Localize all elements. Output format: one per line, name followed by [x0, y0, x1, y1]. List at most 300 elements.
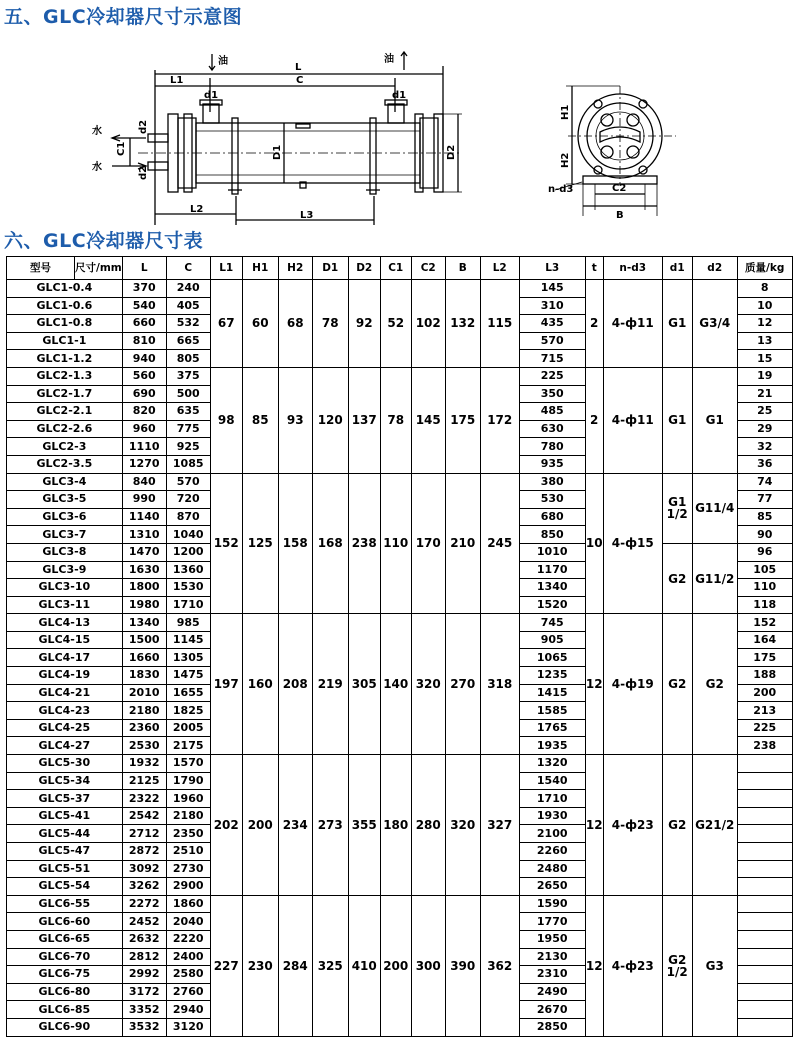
- mass-cell: 152: [737, 614, 792, 632]
- mass-cell: [737, 772, 792, 790]
- model-cell: GLC6-90: [7, 1018, 123, 1036]
- L1-cell: 67: [210, 280, 242, 368]
- dim-C: C: [296, 75, 304, 86]
- header-L3: L3: [519, 257, 585, 280]
- B-cell: 270: [445, 614, 480, 755]
- L3-cell: 905: [519, 631, 585, 649]
- mass-cell: 96: [737, 543, 792, 561]
- mass-cell: 225: [737, 719, 792, 737]
- table-row: [7, 755, 793, 773]
- L-cell: 810: [122, 332, 166, 350]
- header-H2: H2: [278, 257, 312, 280]
- L3-cell: 715: [519, 350, 585, 368]
- model-cell: GLC6-70: [7, 948, 123, 966]
- L3-cell: 1065: [519, 649, 585, 667]
- mass-cell: [737, 878, 792, 896]
- L3-cell: 1765: [519, 719, 585, 737]
- H2-cell: 158: [278, 473, 312, 614]
- C-cell: 2400: [166, 948, 210, 966]
- dim-H1: H1: [560, 104, 571, 120]
- C-cell: 635: [166, 403, 210, 421]
- D2-cell: 410: [348, 895, 380, 1036]
- H2-cell: 68: [278, 280, 312, 368]
- model-cell: GLC1-0.4: [7, 280, 123, 298]
- L-cell: 2992: [122, 966, 166, 984]
- L3-cell: 2100: [519, 825, 585, 843]
- label-oil-out: 油: [384, 54, 394, 65]
- mass-cell: 74: [737, 473, 792, 491]
- L3-cell: 1415: [519, 684, 585, 702]
- model-cell: GLC5-37: [7, 790, 123, 808]
- C-cell: 2040: [166, 913, 210, 931]
- L-cell: 3532: [122, 1018, 166, 1036]
- model-cell: GLC2-3: [7, 438, 123, 456]
- L-cell: 690: [122, 385, 166, 403]
- mass-cell: [737, 948, 792, 966]
- mass-cell: [737, 807, 792, 825]
- model-cell: GLC5-34: [7, 772, 123, 790]
- mass-cell: [737, 825, 792, 843]
- C-cell: 2760: [166, 983, 210, 1001]
- mass-cell: 77: [737, 491, 792, 509]
- model-cell: GLC5-41: [7, 807, 123, 825]
- D2-cell: 137: [348, 367, 380, 473]
- d1-cell: G1 1/2: [662, 473, 692, 543]
- L3-cell: 1520: [519, 596, 585, 614]
- L-cell: 2010: [122, 684, 166, 702]
- L-cell: 2452: [122, 913, 166, 931]
- n-d3-cell: 4-ф19: [603, 614, 662, 755]
- L-cell: 1830: [122, 667, 166, 685]
- L3-cell: 1010: [519, 543, 585, 561]
- dim-L3: L3: [300, 210, 314, 221]
- L3-cell: 380: [519, 473, 585, 491]
- header-L: L: [122, 257, 166, 280]
- mass-cell: [737, 913, 792, 931]
- mass-cell: [737, 860, 792, 878]
- model-cell: GLC3-11: [7, 596, 123, 614]
- d1-cell: G2 1/2: [662, 895, 692, 1036]
- L-cell: 1340: [122, 614, 166, 632]
- t-cell: 2: [585, 367, 603, 473]
- model-cell: GLC4-27: [7, 737, 123, 755]
- model-cell: GLC1-0.6: [7, 297, 123, 315]
- C-cell: 775: [166, 420, 210, 438]
- C-cell: 1825: [166, 702, 210, 720]
- mass-cell: [737, 755, 792, 773]
- dim-L1: L1: [170, 75, 184, 86]
- mass-cell: 90: [737, 526, 792, 544]
- dim-C1: C1: [116, 141, 127, 156]
- B-cell: 390: [445, 895, 480, 1036]
- L3-cell: 1770: [519, 913, 585, 931]
- L-cell: 820: [122, 403, 166, 421]
- n-d3-cell: 4-ф11: [603, 280, 662, 368]
- B-cell: 132: [445, 280, 480, 368]
- d2-cell: G3: [692, 895, 737, 1036]
- L3-cell: 1585: [519, 702, 585, 720]
- mass-cell: 8: [737, 280, 792, 298]
- C-cell: 665: [166, 332, 210, 350]
- C-cell: 375: [166, 367, 210, 385]
- header-L1: L1: [210, 257, 242, 280]
- d1-cell: G1: [662, 367, 692, 473]
- C1-cell: 110: [380, 473, 411, 614]
- d2-cell: G2: [692, 614, 737, 755]
- L3-cell: 1540: [519, 772, 585, 790]
- mass-cell: [737, 1001, 792, 1019]
- L-cell: 960: [122, 420, 166, 438]
- L-cell: 2322: [122, 790, 166, 808]
- H1-cell: 60: [242, 280, 278, 368]
- L-cell: 370: [122, 280, 166, 298]
- mass-cell: [737, 895, 792, 913]
- header-mass: 质量/kg: [737, 257, 792, 280]
- model-cell: GLC2-2.6: [7, 420, 123, 438]
- L-cell: 2632: [122, 930, 166, 948]
- C-cell: 1305: [166, 649, 210, 667]
- L-cell: 2530: [122, 737, 166, 755]
- L3-cell: 1320: [519, 755, 585, 773]
- L-cell: 1140: [122, 508, 166, 526]
- dim-d1-left: d1: [204, 90, 219, 101]
- L-cell: 3262: [122, 878, 166, 896]
- label-water-in: 水: [92, 126, 102, 137]
- model-cell: GLC3-9: [7, 561, 123, 579]
- L-cell: 540: [122, 297, 166, 315]
- header-D2: D2: [348, 257, 380, 280]
- n-d3-cell: 4-ф23: [603, 755, 662, 896]
- model-cell: GLC3-4: [7, 473, 123, 491]
- L-cell: 3172: [122, 983, 166, 1001]
- C1-cell: 52: [380, 280, 411, 368]
- model-cell: GLC4-15: [7, 631, 123, 649]
- L1-cell: 98: [210, 367, 242, 473]
- D2-cell: 92: [348, 280, 380, 368]
- L3-cell: 2260: [519, 843, 585, 861]
- header-B: B: [445, 257, 480, 280]
- C1-cell: 180: [380, 755, 411, 896]
- t-cell: 12: [585, 614, 603, 755]
- C-cell: 2730: [166, 860, 210, 878]
- mass-cell: 25: [737, 403, 792, 421]
- mass-cell: [737, 983, 792, 1001]
- L-cell: 1270: [122, 455, 166, 473]
- C2-cell: 170: [411, 473, 445, 614]
- L-cell: 2180: [122, 702, 166, 720]
- model-cell: GLC6-55: [7, 895, 123, 913]
- C-cell: 1960: [166, 790, 210, 808]
- L3-cell: 1950: [519, 930, 585, 948]
- model-cell: GLC4-17: [7, 649, 123, 667]
- L2-cell: 362: [480, 895, 519, 1036]
- dim-d2-top: d2: [138, 119, 149, 134]
- L-cell: 1500: [122, 631, 166, 649]
- L1-cell: 152: [210, 473, 242, 614]
- C-cell: 405: [166, 297, 210, 315]
- model-cell: GLC6-75: [7, 966, 123, 984]
- L3-cell: 780: [519, 438, 585, 456]
- model-cell: GLC2-3.5: [7, 455, 123, 473]
- d2-cell: G11/4: [692, 473, 737, 543]
- header-model: 型号: [7, 257, 75, 280]
- L-cell: 3092: [122, 860, 166, 878]
- section-title-drawing: 五、GLC冷却器尺寸示意图: [4, 6, 243, 28]
- H2-cell: 93: [278, 367, 312, 473]
- C2-cell: 102: [411, 280, 445, 368]
- L-cell: 660: [122, 315, 166, 333]
- dim-L: L: [295, 62, 302, 73]
- H1-cell: 85: [242, 367, 278, 473]
- L-cell: 2542: [122, 807, 166, 825]
- L3-cell: 745: [519, 614, 585, 632]
- mass-cell: 110: [737, 579, 792, 597]
- d1-cell: G1: [662, 280, 692, 368]
- section-title-table: 六、GLC冷却器尺寸表: [4, 230, 204, 252]
- C-cell: 1360: [166, 561, 210, 579]
- table-body: [7, 280, 793, 1037]
- model-cell: GLC3-5: [7, 491, 123, 509]
- H1-cell: 230: [242, 895, 278, 1036]
- dim-d1-right: d1: [392, 90, 407, 101]
- L3-cell: 2650: [519, 878, 585, 896]
- dim-C2: C2: [612, 183, 627, 194]
- mass-cell: 105: [737, 561, 792, 579]
- C-cell: 2940: [166, 1001, 210, 1019]
- header-size-unit: 尺寸/mm: [75, 257, 123, 280]
- model-cell: GLC5-30: [7, 755, 123, 773]
- mass-cell: [737, 843, 792, 861]
- D2-cell: 355: [348, 755, 380, 896]
- L3-cell: 1935: [519, 737, 585, 755]
- d2-cell: G11/2: [692, 543, 737, 613]
- mass-cell: [737, 930, 792, 948]
- C2-cell: 300: [411, 895, 445, 1036]
- mass-cell: 10: [737, 297, 792, 315]
- dim-D2: D2: [446, 144, 457, 160]
- L3-cell: 570: [519, 332, 585, 350]
- L-cell: 1110: [122, 438, 166, 456]
- mass-cell: 12: [737, 315, 792, 333]
- dim-n-d3: n-d3: [548, 184, 574, 195]
- L-cell: 2360: [122, 719, 166, 737]
- L-cell: 1980: [122, 596, 166, 614]
- C-cell: 3120: [166, 1018, 210, 1036]
- mass-cell: 238: [737, 737, 792, 755]
- L1-cell: 202: [210, 755, 242, 896]
- D2-cell: 305: [348, 614, 380, 755]
- L-cell: 1660: [122, 649, 166, 667]
- dim-d2-bottom: d2: [138, 165, 149, 180]
- C-cell: 2580: [166, 966, 210, 984]
- model-cell: GLC5-54: [7, 878, 123, 896]
- C-cell: 2220: [166, 930, 210, 948]
- L-cell: 1630: [122, 561, 166, 579]
- L3-cell: 630: [519, 420, 585, 438]
- C-cell: 720: [166, 491, 210, 509]
- header-t: t: [585, 257, 603, 280]
- mass-cell: 32: [737, 438, 792, 456]
- L3-cell: 680: [519, 508, 585, 526]
- L-cell: 1470: [122, 543, 166, 561]
- t-cell: 10: [585, 473, 603, 614]
- L2-cell: 115: [480, 280, 519, 368]
- model-cell: GLC3-7: [7, 526, 123, 544]
- mass-cell: [737, 966, 792, 984]
- D1-cell: 120: [312, 367, 348, 473]
- header-C1: C1: [380, 257, 411, 280]
- C-cell: 870: [166, 508, 210, 526]
- L-cell: 2872: [122, 843, 166, 861]
- header-C2: C2: [411, 257, 445, 280]
- C-cell: 2005: [166, 719, 210, 737]
- L-cell: 3352: [122, 1001, 166, 1019]
- mass-cell: 13: [737, 332, 792, 350]
- L2-cell: 318: [480, 614, 519, 755]
- header-C: C: [166, 257, 210, 280]
- model-cell: GLC6-60: [7, 913, 123, 931]
- L3-cell: 1340: [519, 579, 585, 597]
- C-cell: 925: [166, 438, 210, 456]
- mass-cell: 164: [737, 631, 792, 649]
- model-cell: GLC2-1.7: [7, 385, 123, 403]
- D1-cell: 273: [312, 755, 348, 896]
- model-cell: GLC4-25: [7, 719, 123, 737]
- C-cell: 1040: [166, 526, 210, 544]
- H1-cell: 200: [242, 755, 278, 896]
- model-cell: GLC4-19: [7, 667, 123, 685]
- L2-cell: 172: [480, 367, 519, 473]
- model-cell: GLC6-85: [7, 1001, 123, 1019]
- table-header-row: [7, 257, 793, 280]
- L-cell: 840: [122, 473, 166, 491]
- model-cell: GLC1-1.2: [7, 350, 123, 368]
- C-cell: 2180: [166, 807, 210, 825]
- L-cell: 2812: [122, 948, 166, 966]
- dim-B: B: [616, 210, 624, 221]
- table-row: [7, 473, 793, 491]
- C1-cell: 140: [380, 614, 411, 755]
- L2-cell: 245: [480, 473, 519, 614]
- L1-cell: 227: [210, 895, 242, 1036]
- mass-cell: 19: [737, 367, 792, 385]
- L-cell: 1800: [122, 579, 166, 597]
- L3-cell: 2310: [519, 966, 585, 984]
- L-cell: 2272: [122, 895, 166, 913]
- d1-cell: G2: [662, 614, 692, 755]
- label-water-out: 水: [92, 162, 102, 173]
- t-cell: 12: [585, 895, 603, 1036]
- d2-cell: G3/4: [692, 280, 737, 368]
- mass-cell: 200: [737, 684, 792, 702]
- H2-cell: 208: [278, 614, 312, 755]
- C2-cell: 145: [411, 367, 445, 473]
- C-cell: 985: [166, 614, 210, 632]
- model-cell: GLC3-6: [7, 508, 123, 526]
- header-L2: L2: [480, 257, 519, 280]
- D2-cell: 238: [348, 473, 380, 614]
- mass-cell: 29: [737, 420, 792, 438]
- C-cell: 1655: [166, 684, 210, 702]
- table-row: [7, 895, 793, 913]
- L3-cell: 2130: [519, 948, 585, 966]
- mass-cell: 36: [737, 455, 792, 473]
- d2-cell: G1: [692, 367, 737, 473]
- mass-cell: [737, 1018, 792, 1036]
- H1-cell: 125: [242, 473, 278, 614]
- model-cell: GLC4-23: [7, 702, 123, 720]
- C-cell: 1860: [166, 895, 210, 913]
- table-row: [7, 280, 793, 298]
- L3-cell: 2480: [519, 860, 585, 878]
- n-d3-cell: 4-ф15: [603, 473, 662, 614]
- C-cell: 240: [166, 280, 210, 298]
- model-cell: GLC6-80: [7, 983, 123, 1001]
- model-cell: GLC5-47: [7, 843, 123, 861]
- header-D1: D1: [312, 257, 348, 280]
- header-H1: H1: [242, 257, 278, 280]
- L-cell: 2712: [122, 825, 166, 843]
- C-cell: 2510: [166, 843, 210, 861]
- model-cell: GLC1-0.8: [7, 315, 123, 333]
- L-cell: 1932: [122, 755, 166, 773]
- C2-cell: 320: [411, 614, 445, 755]
- model-cell: GLC5-51: [7, 860, 123, 878]
- d1-cell: G2: [662, 755, 692, 896]
- C-cell: 1085: [166, 455, 210, 473]
- L3-cell: 1710: [519, 790, 585, 808]
- dim-H2: H2: [560, 152, 571, 168]
- L-cell: 1310: [122, 526, 166, 544]
- C-cell: 1710: [166, 596, 210, 614]
- C-cell: 2900: [166, 878, 210, 896]
- B-cell: 320: [445, 755, 480, 896]
- H1-cell: 160: [242, 614, 278, 755]
- L3-cell: 225: [519, 367, 585, 385]
- C-cell: 532: [166, 315, 210, 333]
- mass-cell: 188: [737, 667, 792, 685]
- header-n-d3: n-d3: [603, 257, 662, 280]
- C-cell: 570: [166, 473, 210, 491]
- B-cell: 175: [445, 367, 480, 473]
- L3-cell: 350: [519, 385, 585, 403]
- dim-D1: D1: [272, 144, 283, 160]
- d1-cell: G2: [662, 543, 692, 613]
- L3-cell: 850: [519, 526, 585, 544]
- L3-cell: 1170: [519, 561, 585, 579]
- t-cell: 12: [585, 755, 603, 896]
- L3-cell: 935: [519, 455, 585, 473]
- L3-cell: 310: [519, 297, 585, 315]
- L-cell: 2125: [122, 772, 166, 790]
- H2-cell: 284: [278, 895, 312, 1036]
- C-cell: 1475: [166, 667, 210, 685]
- model-cell: GLC3-8: [7, 543, 123, 561]
- cooler-dimension-drawing: [0, 30, 800, 226]
- t-cell: 2: [585, 280, 603, 368]
- C-cell: 1200: [166, 543, 210, 561]
- d2-cell: G21/2: [692, 755, 737, 896]
- L-cell: 940: [122, 350, 166, 368]
- table-row: [7, 367, 793, 385]
- C-cell: 1790: [166, 772, 210, 790]
- C2-cell: 280: [411, 755, 445, 896]
- model-cell: GLC3-10: [7, 579, 123, 597]
- table-row: [7, 614, 793, 632]
- C1-cell: 78: [380, 367, 411, 473]
- model-cell: GLC2-2.1: [7, 403, 123, 421]
- L3-cell: 2490: [519, 983, 585, 1001]
